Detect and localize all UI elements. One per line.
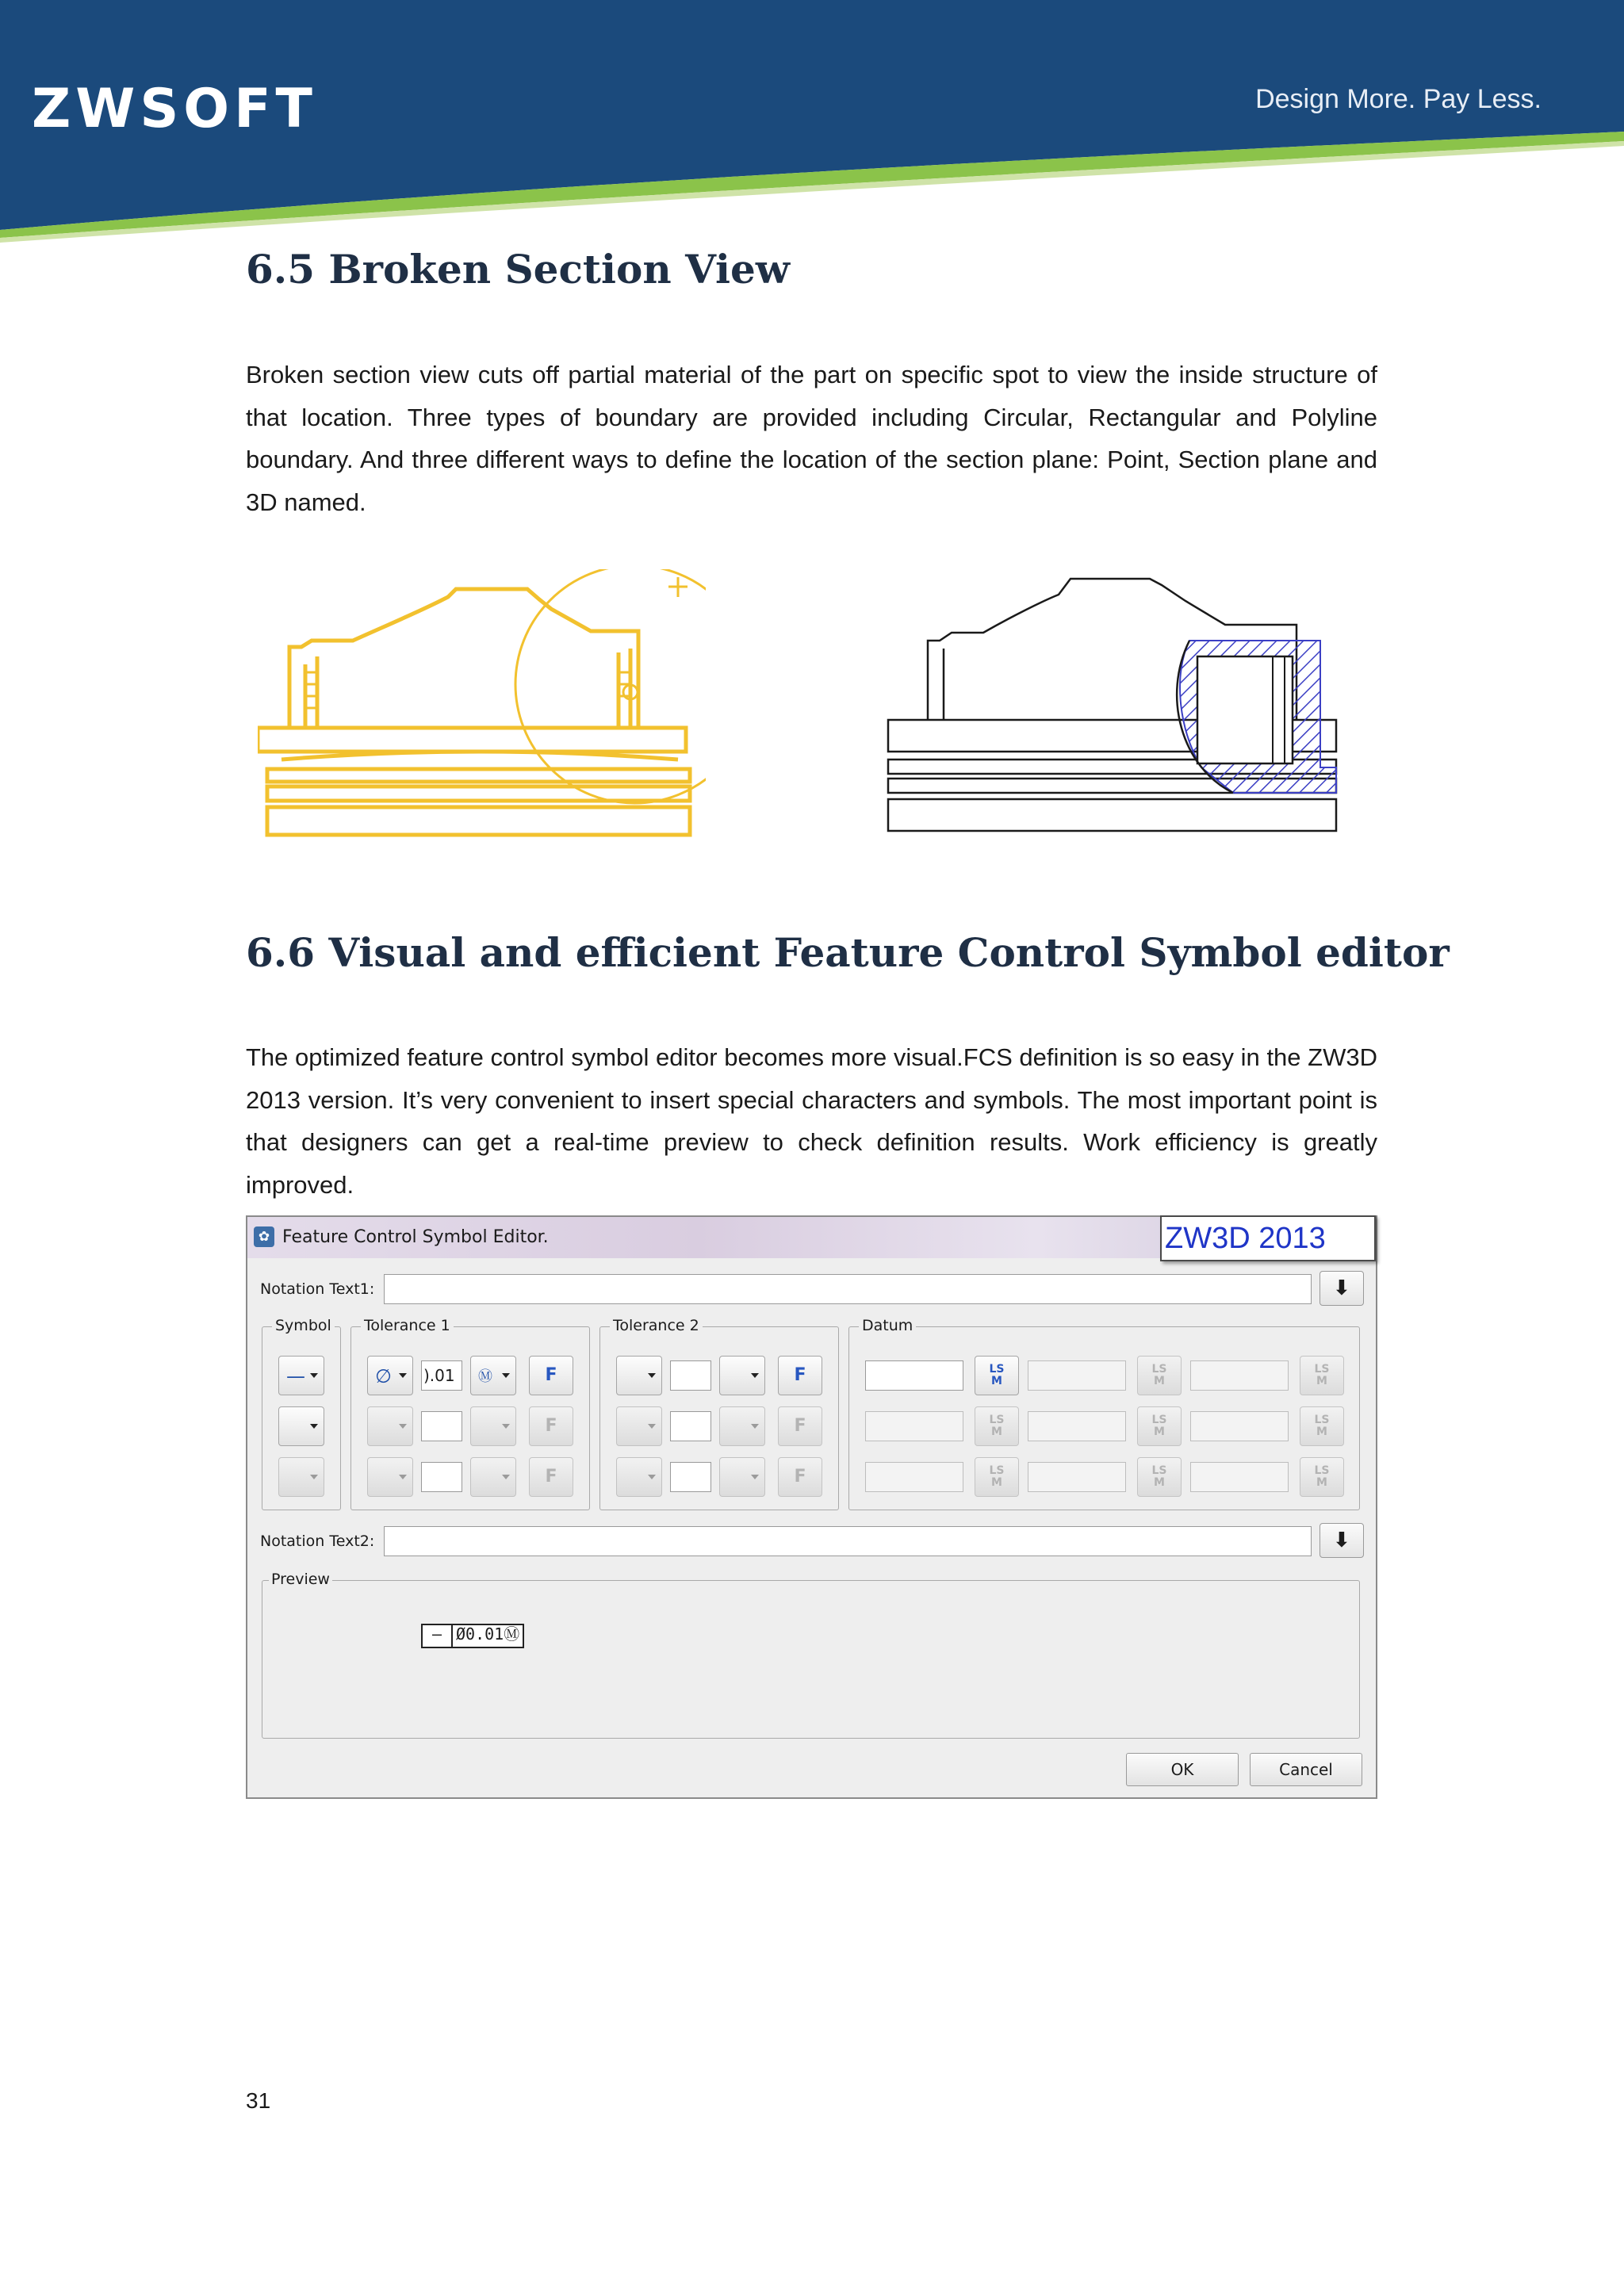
header-banner [0, 0, 1624, 246]
broken-section-boundary-figure [258, 569, 706, 843]
datum-b3-lsm-button[interactable] [1137, 1457, 1182, 1497]
tolerance1-diameter-dropdown[interactable] [367, 1356, 413, 1395]
straightness-icon: — [286, 1365, 305, 1387]
lsm-icon: LS M [1151, 1414, 1167, 1438]
tolerance2-diameter-dropdown[interactable] [616, 1356, 662, 1395]
tolerance2-row3-dropdown[interactable] [616, 1457, 662, 1497]
datum-a3-lsm-button[interactable] [975, 1457, 1019, 1497]
tolerance1-row3-dropdown[interactable] [367, 1457, 413, 1497]
app-icon: ✿ [254, 1226, 274, 1247]
datum-a-input[interactable] [865, 1360, 963, 1391]
notation-text1-input[interactable] [384, 1274, 1312, 1304]
diameter-icon: ∅ [375, 1365, 392, 1387]
datum-a2-lsm-button[interactable] [975, 1406, 1019, 1446]
fcs-editor-dialog [246, 1215, 1377, 1799]
tolerance2-free-state-button-1[interactable]: F [778, 1356, 822, 1395]
zwsoft-logo: ZWSOFT [32, 78, 317, 140]
broken-section-result-figure [876, 569, 1352, 843]
tolerance2-value-input[interactable] [670, 1360, 711, 1391]
tolerance1-row3-modifier[interactable] [470, 1457, 516, 1497]
tagline: Design More. Pay Less. [1255, 84, 1542, 114]
arrow-down-icon: ⬇ [1333, 1276, 1350, 1300]
tolerance2-free-state-button-3[interactable]: F [778, 1457, 822, 1497]
datum-c-lsm-button[interactable] [1300, 1356, 1344, 1395]
dialog-title: Feature Control Symbol Editor. [282, 1227, 549, 1247]
section-heading-broken-section: 6.5 Broken Section View [246, 246, 790, 293]
datum-a3-input[interactable] [865, 1462, 963, 1492]
lsm-icon: LS M [1314, 1414, 1330, 1438]
datum-c-input[interactable] [1190, 1360, 1289, 1391]
datum-b2-lsm-button[interactable] [1137, 1406, 1182, 1446]
section-heading-fcs-editor: 6.6 Visual and efficient Feature Control Symbol editor [246, 929, 1450, 976]
tolerance2-row3-input[interactable] [670, 1462, 711, 1492]
tolerance2-group-label: Tolerance 2 [610, 1317, 703, 1334]
tolerance2-free-state-button-2[interactable]: F [778, 1406, 822, 1446]
lsm-icon: LS M [1151, 1464, 1167, 1489]
datum-b2-input[interactable] [1028, 1411, 1126, 1441]
cancel-button[interactable]: Cancel [1250, 1753, 1362, 1786]
ok-button[interactable]: OK [1126, 1753, 1239, 1786]
lsm-icon: LS M [989, 1414, 1005, 1438]
tolerance2-modifier-dropdown[interactable] [719, 1356, 765, 1395]
symbol-dropdown-1[interactable] [278, 1356, 324, 1395]
notation-text2-insert-button[interactable] [1320, 1523, 1364, 1558]
datum-c2-input[interactable] [1190, 1411, 1289, 1441]
lsm-icon: LS M [1151, 1363, 1167, 1387]
preview-symbol-cell: — [423, 1625, 453, 1647]
datum-a2-input[interactable] [865, 1411, 963, 1441]
lsm-icon: LS M [989, 1464, 1005, 1489]
preview-group-label: Preview [269, 1571, 332, 1588]
symbol-dropdown-2[interactable] [278, 1406, 324, 1446]
tolerance1-row2-input[interactable] [421, 1411, 462, 1441]
notation-text1-insert-button[interactable] [1320, 1271, 1364, 1306]
datum-a-lsm-button[interactable] [975, 1356, 1019, 1395]
symbol-dropdown-3[interactable] [278, 1457, 324, 1497]
datum-b-lsm-button[interactable] [1137, 1356, 1182, 1395]
preview-group [262, 1571, 1360, 1739]
tolerance1-free-state-button-1[interactable]: F [529, 1356, 573, 1395]
section-body-fcs-editor: The optimized feature control symbol editor becomes more visual.FCS definition is so easy in the ZW3D 2013 version. It’s very convenient to insert special characters and symbols. The most important point is that designers can get a real-time preview to check definition results. Work efficiency is greatly improved. [246, 1043, 1377, 1199]
feature-control-frame-preview [421, 1624, 524, 1648]
section-body-broken-section: Broken section view cuts off partial material of the part on specific spot to view the inside structure of that location. Three types of boundary are provided including Circular, Rectangular and Polyline boundary. And three different ways to define the location of the section plane: Point, Section plane and 3D named. [246, 361, 1377, 516]
tolerance2-row2-dropdown[interactable] [616, 1406, 662, 1446]
tolerance1-free-state-button-3[interactable]: F [529, 1457, 573, 1497]
tolerance2-row3-modifier[interactable] [719, 1457, 765, 1497]
preview-tolerance-cell: Ø0.01Ⓜ [456, 1624, 520, 1644]
symbol-group-label: Symbol [272, 1317, 335, 1334]
symbol-group [262, 1317, 341, 1510]
datum-c3-lsm-button[interactable] [1300, 1457, 1344, 1497]
version-callout: ZW3D 2013 [1160, 1215, 1376, 1261]
tolerance1-row3-input[interactable] [421, 1462, 462, 1492]
datum-b3-input[interactable] [1028, 1462, 1126, 1492]
datum-c3-input[interactable] [1190, 1462, 1289, 1492]
tolerance2-row2-input[interactable] [670, 1411, 711, 1441]
datum-group [848, 1317, 1360, 1510]
tolerance2-group [599, 1317, 839, 1510]
tolerance1-group [350, 1317, 590, 1510]
lsm-icon: LS M [1314, 1464, 1330, 1489]
datum-b-input[interactable] [1028, 1360, 1126, 1391]
tolerance1-group-label: Tolerance 1 [361, 1317, 454, 1334]
datum-c2-lsm-button[interactable] [1300, 1406, 1344, 1446]
notation-text1-label: Notation Text1: [260, 1280, 375, 1298]
tolerance1-free-state-button-2[interactable]: F [529, 1406, 573, 1446]
tolerance1-value-input[interactable]: ).01 [421, 1360, 462, 1391]
lsm-icon: LS M [1314, 1363, 1330, 1387]
page-number: 31 [246, 2088, 271, 2113]
tolerance2-row2-modifier[interactable] [719, 1406, 765, 1446]
notation-text2-label: Notation Text2: [260, 1533, 375, 1550]
arrow-down-icon: ⬇ [1333, 1529, 1350, 1552]
mmc-icon: Ⓜ [478, 1368, 492, 1385]
tolerance1-modifier-dropdown[interactable] [470, 1356, 516, 1395]
tolerance1-row2-dropdown[interactable] [367, 1406, 413, 1446]
datum-group-label: Datum [859, 1317, 916, 1334]
lsm-icon: LS M [989, 1363, 1005, 1387]
tolerance1-row2-modifier[interactable] [470, 1406, 516, 1446]
notation-text2-input[interactable] [384, 1526, 1312, 1556]
